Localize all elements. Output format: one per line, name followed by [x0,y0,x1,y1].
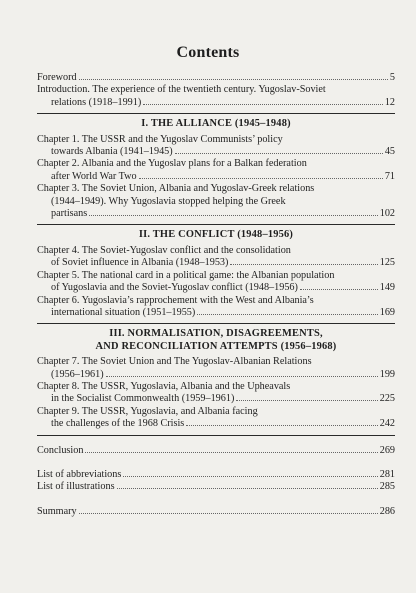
page-number: 281 [379,468,395,480]
section-divider [37,224,395,225]
entry-title: of Soviet influence in Albania (1948–1953) [51,257,229,269]
page-number: 12 [384,96,395,108]
toc-entry[interactable] [37,295,395,320]
page-number: 285 [379,481,395,493]
toc-entry-line [37,270,395,282]
toc-entry-line [37,208,395,220]
page-number: 125 [379,257,395,269]
toc-entry[interactable] [37,406,395,431]
toc-entry-line [37,369,395,381]
dot-leader [117,488,378,489]
page-number: 242 [379,418,395,430]
entry-title: of Yugoslavia and the Soviet-Yugoslav conflict (1948–1956) [51,282,298,294]
entry-title: Conclusion [37,444,84,456]
entry-title: Chapter 9. The USSR, Yugoslavia, and Albania facing [37,405,258,417]
page-number: 5 [389,72,395,83]
toc-entry-line [37,307,395,319]
toc-entry-line [37,196,395,208]
toc-entry[interactable] [37,84,395,109]
page-title: Contents [176,44,240,61]
dot-leader [186,425,377,426]
page-number: 169 [379,306,395,318]
page-number: 199 [379,368,395,380]
toc-entry-line [37,393,395,405]
toc-entry-line [37,183,395,195]
toc-entry-line [37,171,395,183]
entry-title: List of illustrations [37,481,115,493]
entry-title: relations (1918–1991) [51,96,142,108]
page-number: 225 [379,393,395,405]
toc-entry[interactable] [37,481,395,493]
toc-entry-line [37,257,395,269]
dot-leader [79,79,388,80]
entry-title: Chapter 7. The Soviet Union and The Yugoslav-Albanian Relations [37,356,312,368]
entry-title: Summary [37,505,77,517]
entry-title: (1956–1961) [51,368,104,380]
entry-title: international situation (1951–1955) [51,306,196,318]
entry-title: Chapter 1. The USSR and the Yugoslav Communists’ policy [37,133,283,145]
dot-leader [300,289,378,290]
dot-leader [139,178,383,179]
toc-entry-line [37,158,395,170]
page-number: 71 [384,170,395,182]
section-divider [37,435,395,436]
toc-entry[interactable] [37,506,395,518]
entry-title: Chapter 3. The Soviet Union, Albania and Yugoslav-Greek relations [37,183,315,195]
toc-entry-line [37,134,395,146]
toc-entry[interactable] [37,469,395,481]
entry-title: in the Socialist Commonwealth (1959–1961) [51,393,235,405]
entry-title: List of abbreviations [37,468,122,480]
dot-leader [197,314,377,315]
toc-entry[interactable] [37,72,395,84]
toc-entry-line [37,97,395,109]
toc-entry[interactable] [37,270,395,295]
entry-title: Chapter 5. The national card in a political game: the Albanian population [37,269,335,281]
dot-leader [230,264,377,265]
section-title: AND RECONCILIATION ATTEMPTS (1956–1968) [95,340,337,352]
section-divider [37,323,395,324]
entry-title: Chapter 8. The USSR, Yugoslavia, Albania and the Upheavals [37,380,291,392]
toc-entry-line [37,445,395,457]
toc-entry[interactable] [37,445,395,457]
entry-title: the challenges of the 1968 Crisis [51,418,185,430]
dot-leader [236,400,377,401]
section-divider [37,113,395,114]
entry-title: Chapter 4. The Soviet-Yugoslav conflict and the consolidation [37,244,291,256]
dot-leader [106,376,378,377]
page-number: 102 [379,208,395,220]
dot-leader [175,153,383,154]
entry-title: after World War Two [51,170,137,182]
dot-leader [85,452,377,453]
section-title: I. THE ALLIANCE (1945–1948) [141,118,291,130]
section-title: III. NORMALISATION, DISAGREEMENTS, [109,328,323,340]
toc-entry[interactable] [37,245,395,270]
entry-title: partisans [51,208,88,220]
toc-entry-line [37,245,395,257]
toc-entry-line [37,406,395,418]
page-number: 286 [379,505,395,517]
toc-entry-line [37,469,395,481]
table-of-contents [37,72,395,518]
toc-entry-line [37,146,395,158]
entry-title: Foreword [37,72,77,83]
toc-entry[interactable] [37,183,395,220]
toc-entry-line [37,84,395,96]
dot-leader [89,215,378,216]
toc-entry-line [37,295,395,307]
dot-leader [143,104,383,105]
toc-entry-line [37,72,395,84]
entry-title: Chapter 2. Albania and the Yugoslav plans for a Balkan federation [37,158,307,170]
toc-entry[interactable] [37,158,395,183]
toc-entry-line [37,282,395,294]
toc-entry-line [37,381,395,393]
toc-entry-line [37,356,395,368]
entry-title: Chapter 6. Yugoslavia’s rapprochement with the West and Albania’s [37,294,314,306]
page-number: 149 [379,282,395,294]
toc-entry[interactable] [37,381,395,406]
entry-title: Introduction. The experience of the twentieth century. Yugoslav-Soviet [37,84,326,96]
toc-entry[interactable] [37,356,395,381]
section-title: II. THE CONFLICT (1948–1956) [138,229,294,241]
entry-title: towards Albania (1941–1945) [51,146,173,158]
page-number: 45 [384,146,395,158]
toc-entry-line [37,481,395,493]
dot-leader [79,513,378,514]
toc-entry[interactable] [37,134,395,159]
dot-leader [123,476,377,477]
entry-title: (1944–1949). Why Yugoslavia stopped helping the Greek [51,195,286,207]
page-number: 269 [379,444,395,456]
toc-entry-line [37,506,395,518]
toc-entry-line [37,418,395,430]
